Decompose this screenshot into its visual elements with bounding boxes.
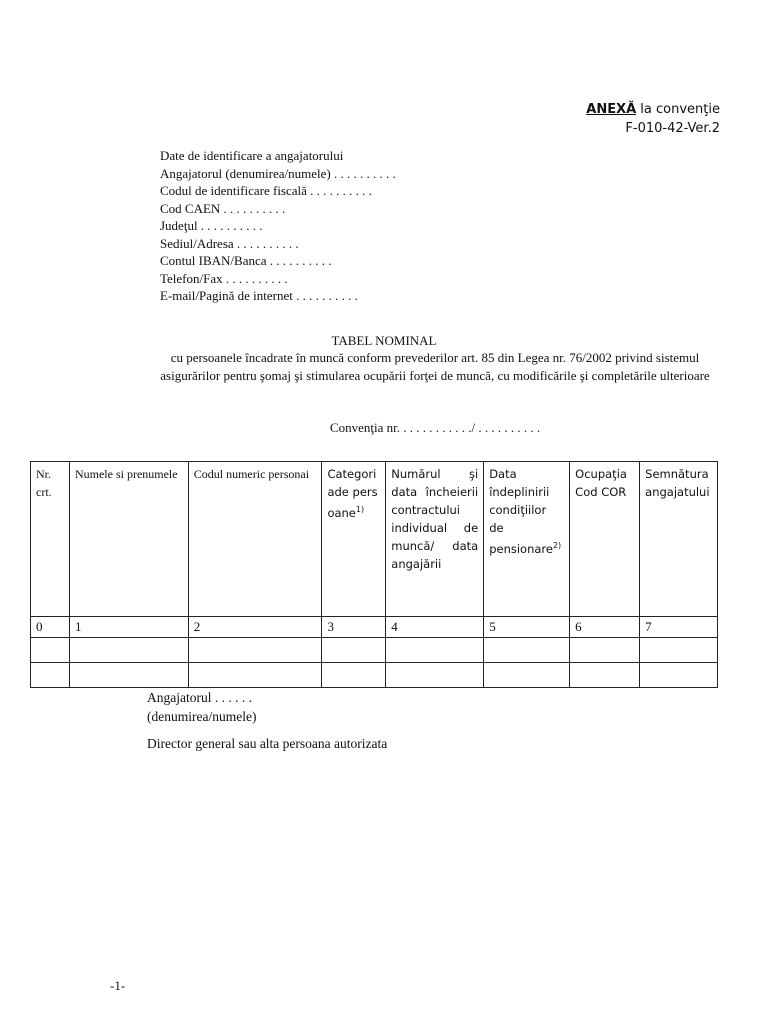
table-cell xyxy=(69,638,188,663)
employer-line: Angajatorul . . . . . . xyxy=(147,690,252,705)
nominal-table xyxy=(30,461,718,688)
table-cell xyxy=(640,638,718,663)
page-number: -1- xyxy=(110,978,126,993)
name-hint: (denumirea/numele) xyxy=(147,709,257,724)
annex-rest: la convenţie xyxy=(636,102,720,117)
column-number: 0 xyxy=(31,617,70,638)
column-number-row xyxy=(31,617,718,638)
form-code: F-010-42-Ver.2 xyxy=(625,121,720,136)
table-cell xyxy=(640,663,718,688)
ident-line: E-mail/Pagină de internet . . . . . . . . . . xyxy=(160,288,358,303)
column-number: 1 xyxy=(69,617,188,638)
table-cell xyxy=(386,663,484,688)
header-cell: Data îndeplinirii condiţiilor de pensionare$^{2)}$ xyxy=(484,462,570,617)
column-number: 3 xyxy=(322,617,386,638)
header-cell: Codul numeric personai xyxy=(188,462,322,617)
ident-line: Sediul/Adresa . . . . . . . . . . xyxy=(160,235,299,251)
table-cell xyxy=(570,638,640,663)
table-subtitle: cu persoanele încadrate în muncă conform prevederilor art. 85 din Legea nr. 76/2002 privind sistemul asigurărilor pentru şomaj şi stimularea ocupării forţei de muncă, cu modificările şi completările ulterioare xyxy=(160,350,710,383)
table-cell xyxy=(188,663,322,688)
ident-line: Judeţul . . . . . . . . . . xyxy=(160,218,263,233)
ident-line: Telefon/Fax . . . . . . . . . . xyxy=(160,270,288,286)
ident-line: Cod CAEN . . . . . . . . . . xyxy=(160,200,286,216)
ident-line: Contul IBAN/Banca . . . . . . . . . . xyxy=(160,253,332,268)
column-number: 4 xyxy=(386,617,484,638)
table-row xyxy=(31,638,718,663)
ident-line: Angajatorul (denumirea/numele) . . . . . . . . . . xyxy=(160,165,396,181)
annex-bold: ANEXĂ xyxy=(586,102,637,117)
employer-identification xyxy=(160,147,396,305)
table-header-row xyxy=(31,462,718,617)
table-cell xyxy=(31,663,70,688)
column-number: 6 xyxy=(570,617,640,638)
table-cell xyxy=(322,663,386,688)
convention-number: Convenţia nr. . . . . . . . . . . ./ . . . . . . . . . . xyxy=(329,420,541,435)
ident-line: Codul de identificare fiscală . . . . . . . . . . xyxy=(160,183,372,198)
annex-header xyxy=(586,100,720,138)
header-cell: Numele si prenumele xyxy=(69,462,188,617)
table-cell xyxy=(322,638,386,663)
column-number: 2 xyxy=(188,617,322,638)
table-cell xyxy=(570,663,640,688)
header-cell: Ocupaţia Cod COR xyxy=(570,462,640,617)
header-cell: Semnătura angajatului xyxy=(640,462,718,617)
table-cell xyxy=(484,663,570,688)
table-cell xyxy=(484,638,570,663)
identification-heading: Date de identificare a angajatorului xyxy=(160,148,344,163)
table-title: TABEL NOMINAL xyxy=(331,333,437,348)
table-cell xyxy=(386,638,484,663)
column-number: 7 xyxy=(640,617,718,638)
signature-block xyxy=(147,688,387,753)
signatory-line: Director general sau alta persoana autorizata xyxy=(147,736,388,751)
header-cell: Nr. crt. xyxy=(31,462,70,617)
table-cell xyxy=(69,663,188,688)
column-number: 5 xyxy=(484,617,570,638)
header-cell: Numărul şi data încheierii contractului individual de muncă/ data angajării xyxy=(386,462,484,617)
table-row xyxy=(31,663,718,688)
table-cell xyxy=(31,638,70,663)
header-cell: Categoriade persoane$^{1)}$ xyxy=(322,462,386,617)
table-cell xyxy=(188,638,322,663)
annex-title xyxy=(586,100,720,119)
